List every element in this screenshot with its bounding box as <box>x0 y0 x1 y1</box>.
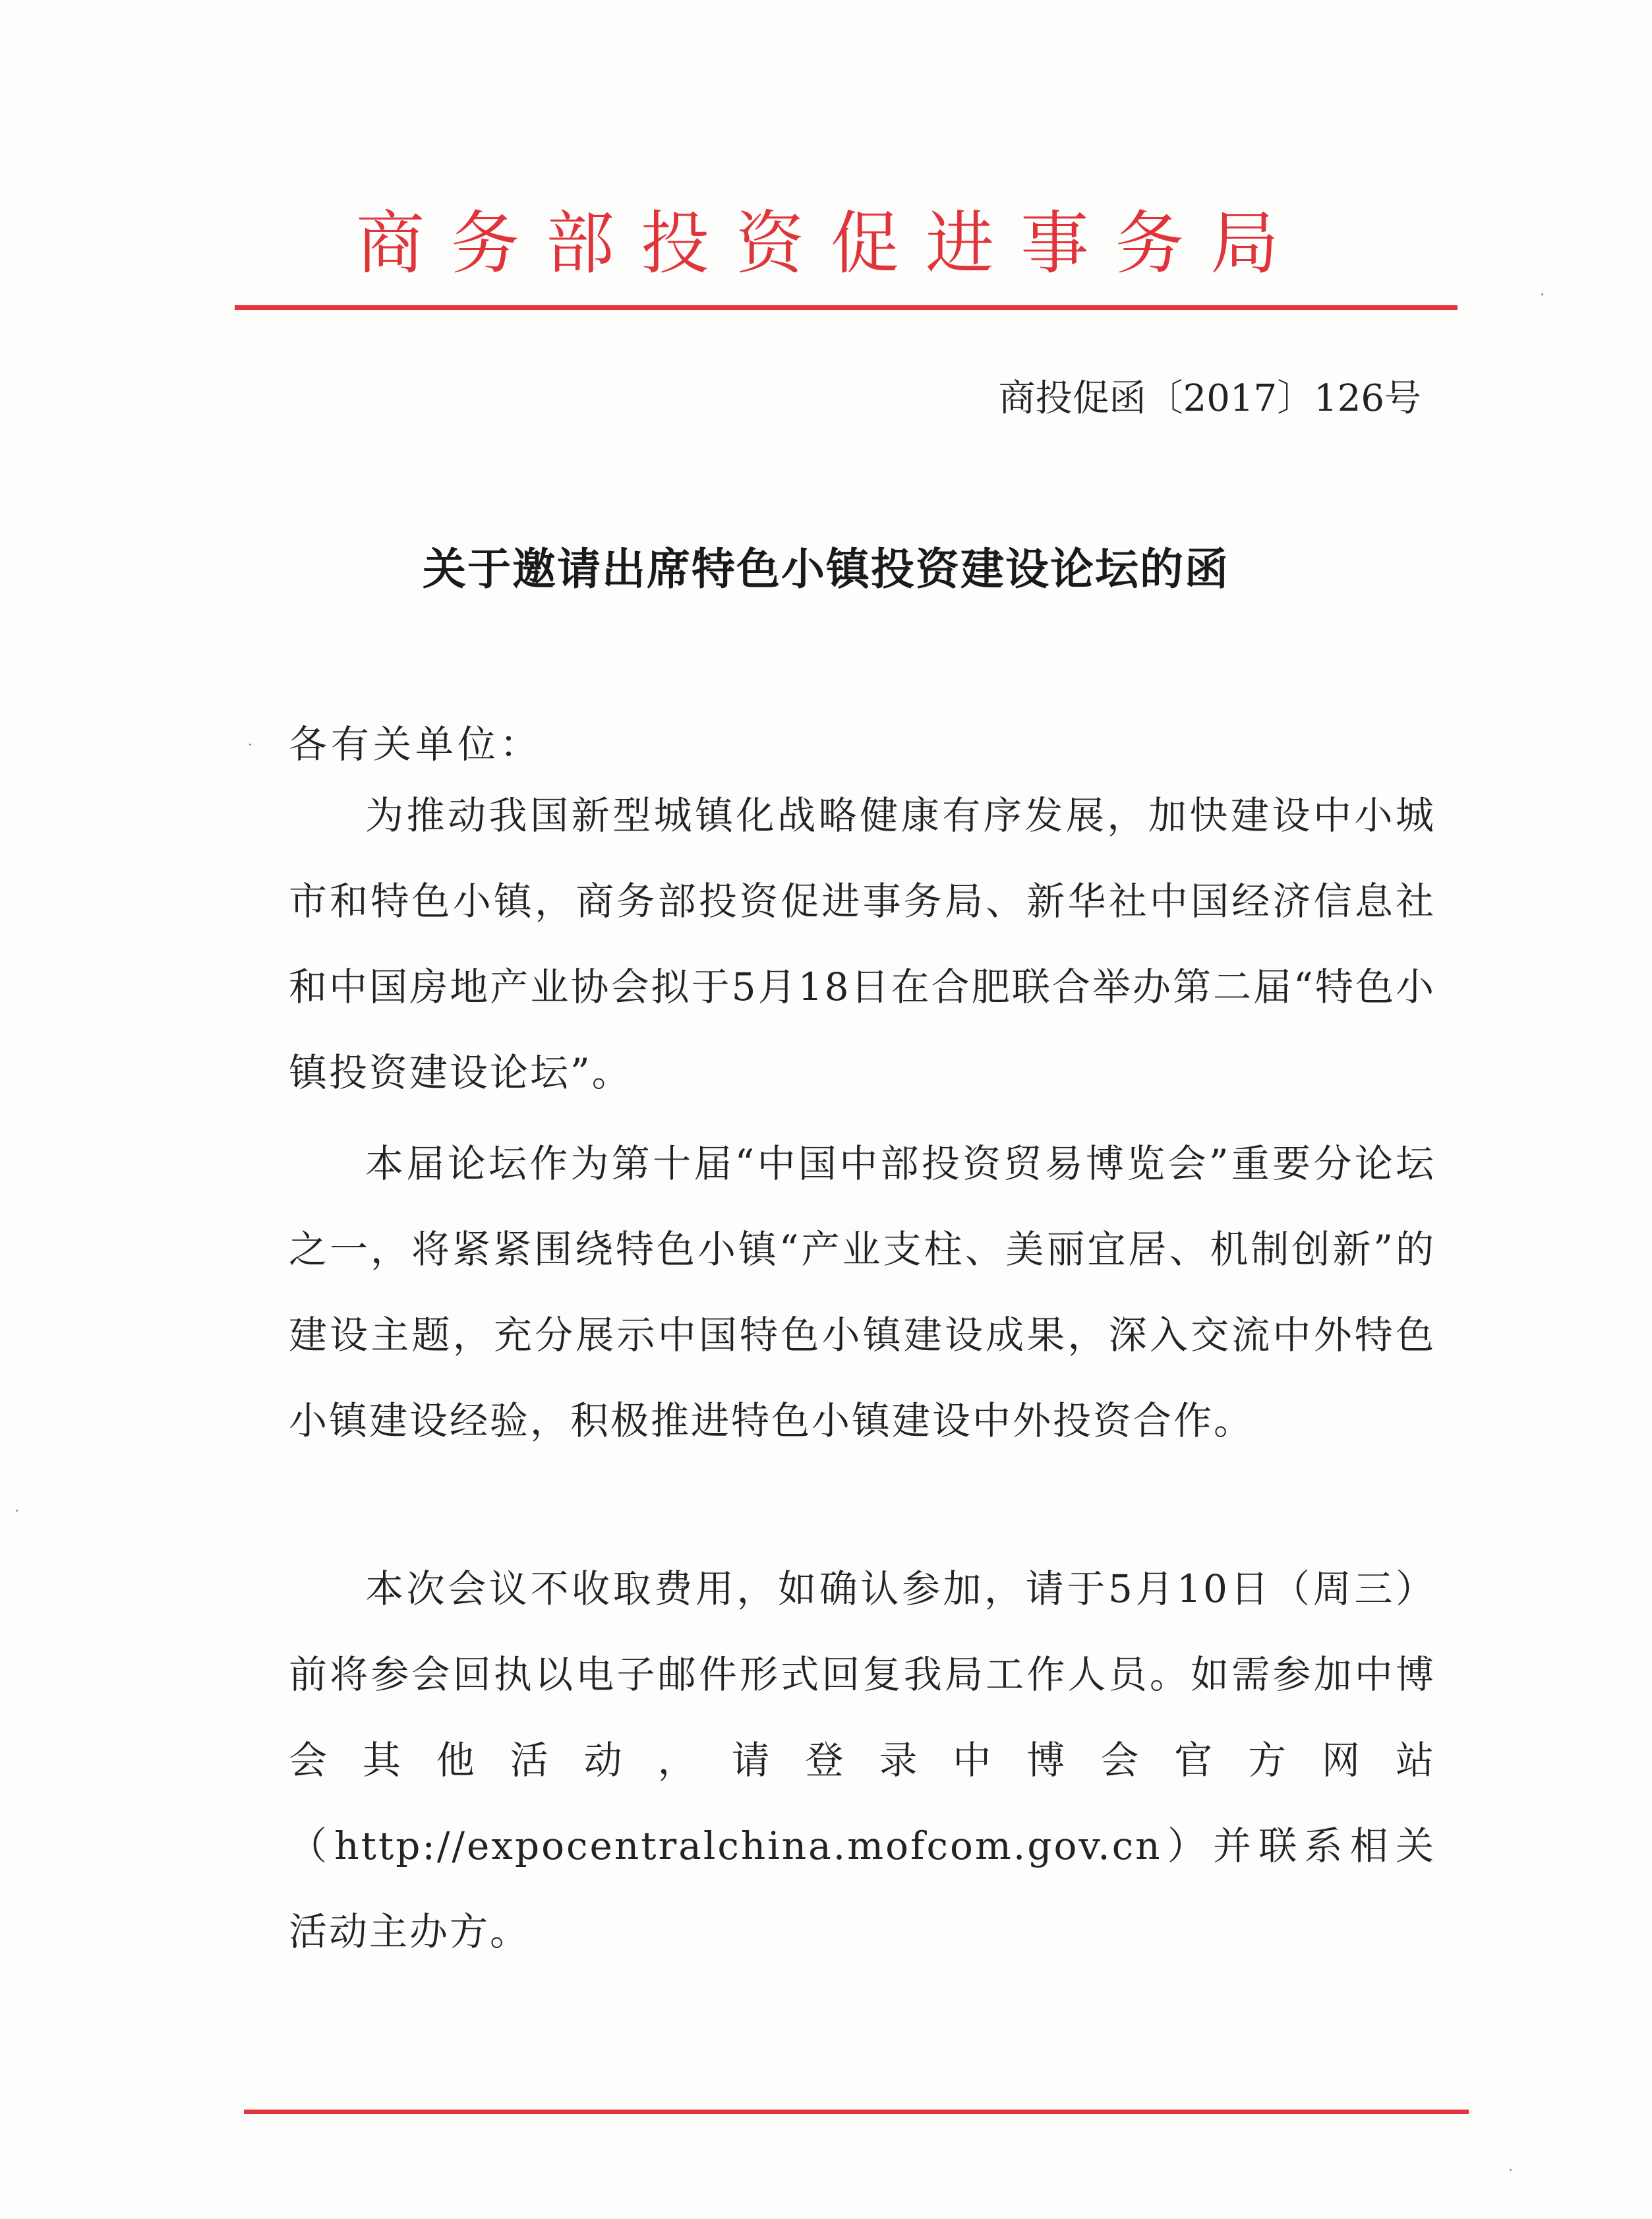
scan-speck <box>1510 2169 1512 2171</box>
scan-speck <box>16 1510 18 1512</box>
paragraph-text: 为推动我国新型城镇化战略健康有序发展，加快建设中小城市和特色小镇，商务部投资促进事务局、新华社中国经济信息社和中国房地产业协会拟于5月18日在合肥联合举办第二届“特色小镇投资建设论坛”。 <box>289 793 1436 1095</box>
scan-speck <box>249 744 251 746</box>
document-title: 关于邀请出席特色小镇投资建设论坛的函 <box>423 544 1229 595</box>
salutation: 各有关单位： <box>289 722 543 767</box>
org-letterhead: 商务部投资促进事务局 <box>355 203 1305 283</box>
paragraph-text: 本次会议不收取费用，如确认参加，请于5月10日（周三）前将参会回执以电子邮件形式回复我局工作人员。如需参加中博会其他活动，请登录中博会官方网站（http://expocentralchina.mofcom.gov.cn）并联系相关活动主办方。 <box>289 1566 1436 1954</box>
paragraph-1 <box>289 773 1436 1115</box>
paragraph-2 <box>289 1121 1436 1464</box>
letterhead-red-rule <box>235 305 1458 310</box>
document-number: 商投促函〔2017〕126号 <box>998 377 1421 420</box>
paragraph-3 <box>289 1546 1436 1974</box>
scan-speck <box>1541 293 1543 295</box>
footer-red-rule <box>244 2110 1469 2114</box>
paragraph-text: 本届论坛作为第十届“中国中部投资贸易博览会”重要分论坛之一，将紧紧围绕特色小镇“产业支柱、美丽宜居、机制创新”的建设主题，充分展示中国特色小镇建设成果，深入交流中外特色小镇建设经验，积极推进特色小镇建设中外投资合作。 <box>289 1141 1436 1443</box>
